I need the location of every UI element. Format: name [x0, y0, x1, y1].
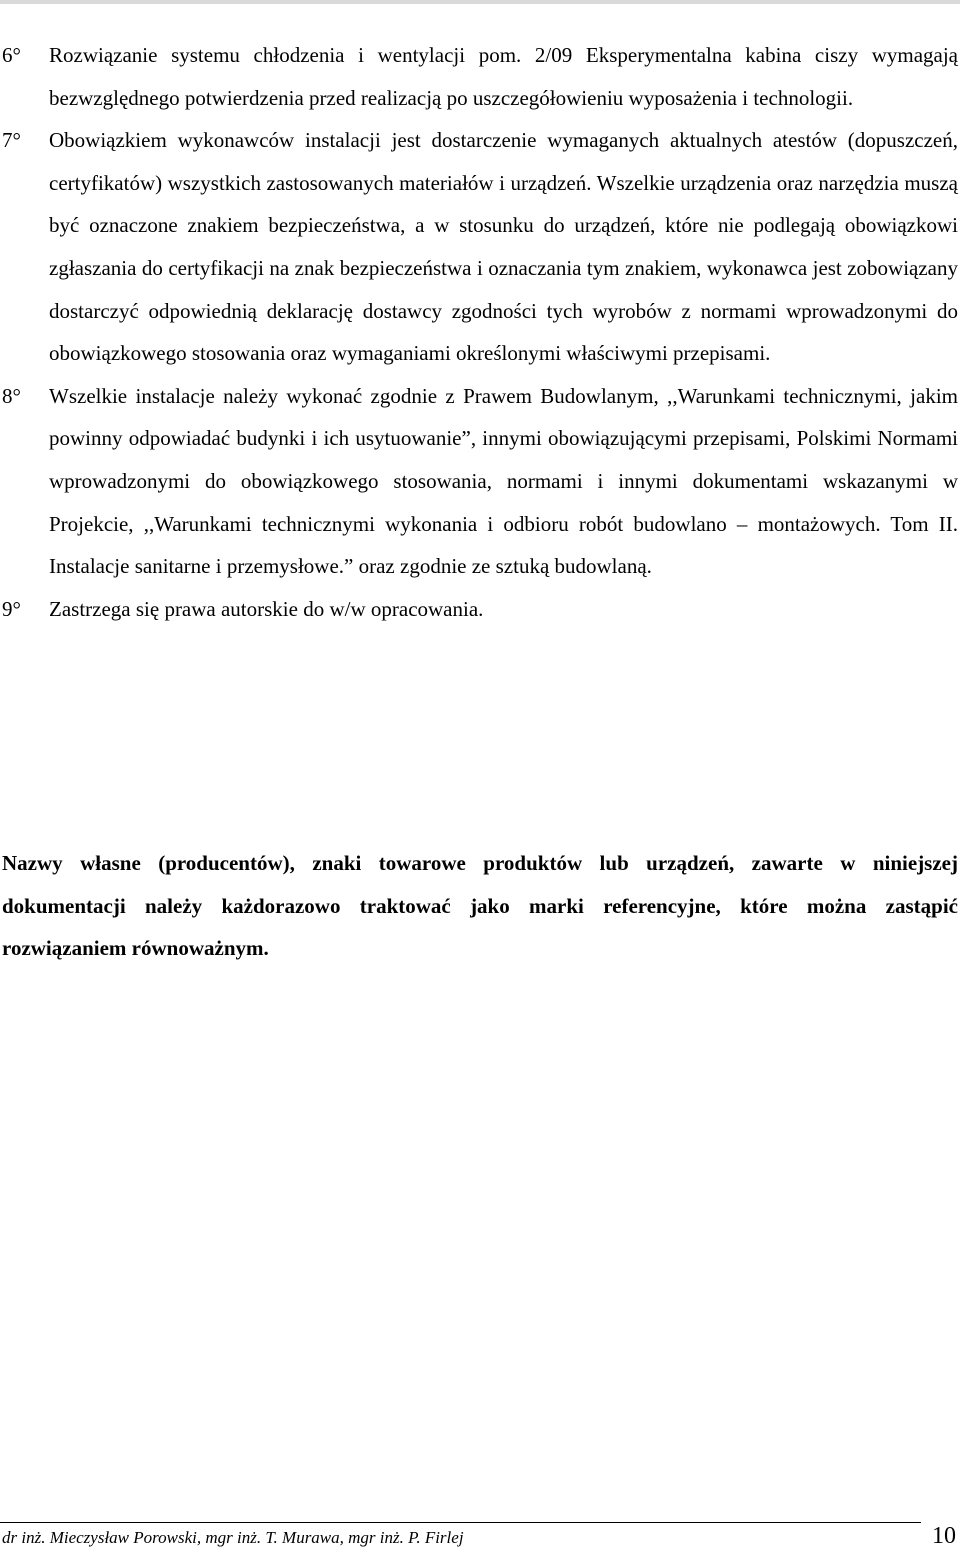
- item-text: Obowiązkiem wykonawców instalacji jest dostarczenie wymaganych aktualnych atestów (dopuszczeń, certyfikatów) wszystkich zastosowanych materiałów i urządzeń. Wszelkie urządzenia oraz narzędzia muszą być oznaczone znakiem bezpieczeństwa, a w stosunku do urządzeń, które nie podlegają obowiązkowi zgłaszania do certyfikacji na znak bezpieczeństwa i oznaczania tym znakiem, wykonawca jest zobowiązany dostarczyć odpowiednią deklarację dostawcy zgodności tych wyrobów z normami wprowadzonymi do obowiązkowego stosowania oraz wymaganiami określonymi właściwymi przepisami.: [49, 128, 958, 366]
- top-border: [0, 0, 960, 4]
- item-text: Zastrzega się prawa autorskie do w/w opracowania.: [49, 596, 484, 621]
- trademark-notice: Nazwy własne (producentów), znaki towarowe produktów lub urządzeń, zawarte w niniejszej dokumentacji należy każdorazowo traktować jako marki referencyjne, które można zastąpić rozwiązaniem równoważnym.: [2, 851, 958, 960]
- item-number: 9°: [2, 596, 21, 621]
- item-number: 6°: [2, 43, 21, 67]
- list-item-6: [0, 34, 960, 119]
- item-text: Rozwiązanie systemu chłodzenia i wentylacji pom. 2/09 Eksperymentalna kabina ciszy wymagają bezwzględnego potwierdzenia przed realizacją po uszczegółowieniu wyposażenia i technologii.: [49, 43, 958, 110]
- list-item-8: [0, 375, 960, 588]
- numbered-list: [0, 34, 960, 630]
- footer-authors: dr inż. Mieczysław Porowski, mgr inż. T. Murawa, mgr inż. P. Firlej: [2, 1528, 464, 1547]
- list-item-7: [0, 119, 960, 375]
- list-item-9: [0, 588, 960, 631]
- item-number: 7°: [2, 128, 21, 153]
- item-number: 8°: [2, 383, 21, 408]
- item-text: Wszelkie instalacje należy wykonać zgodnie z Prawem Budowlanym, ,,Warunkami technicznymi, jakim powinny odpowiadać budynki i ich usytuowanie”, innymi obowiązującymi przepisami, Polskimi Normami wprowadzonymi do obowiązkowego stosowania, normami i innymi dokumentami wskazanymi w Projekcie, ,,Warunkami technicznymi wykonania i odbioru robót budowlano – montażowych. Tom II. Instalacje sanitarne i przemysłowe.” oraz zgodnie ze sztuką budowlaną.: [49, 383, 958, 579]
- footer-divider: [0, 1522, 921, 1523]
- page-number: 10: [932, 1523, 956, 1549]
